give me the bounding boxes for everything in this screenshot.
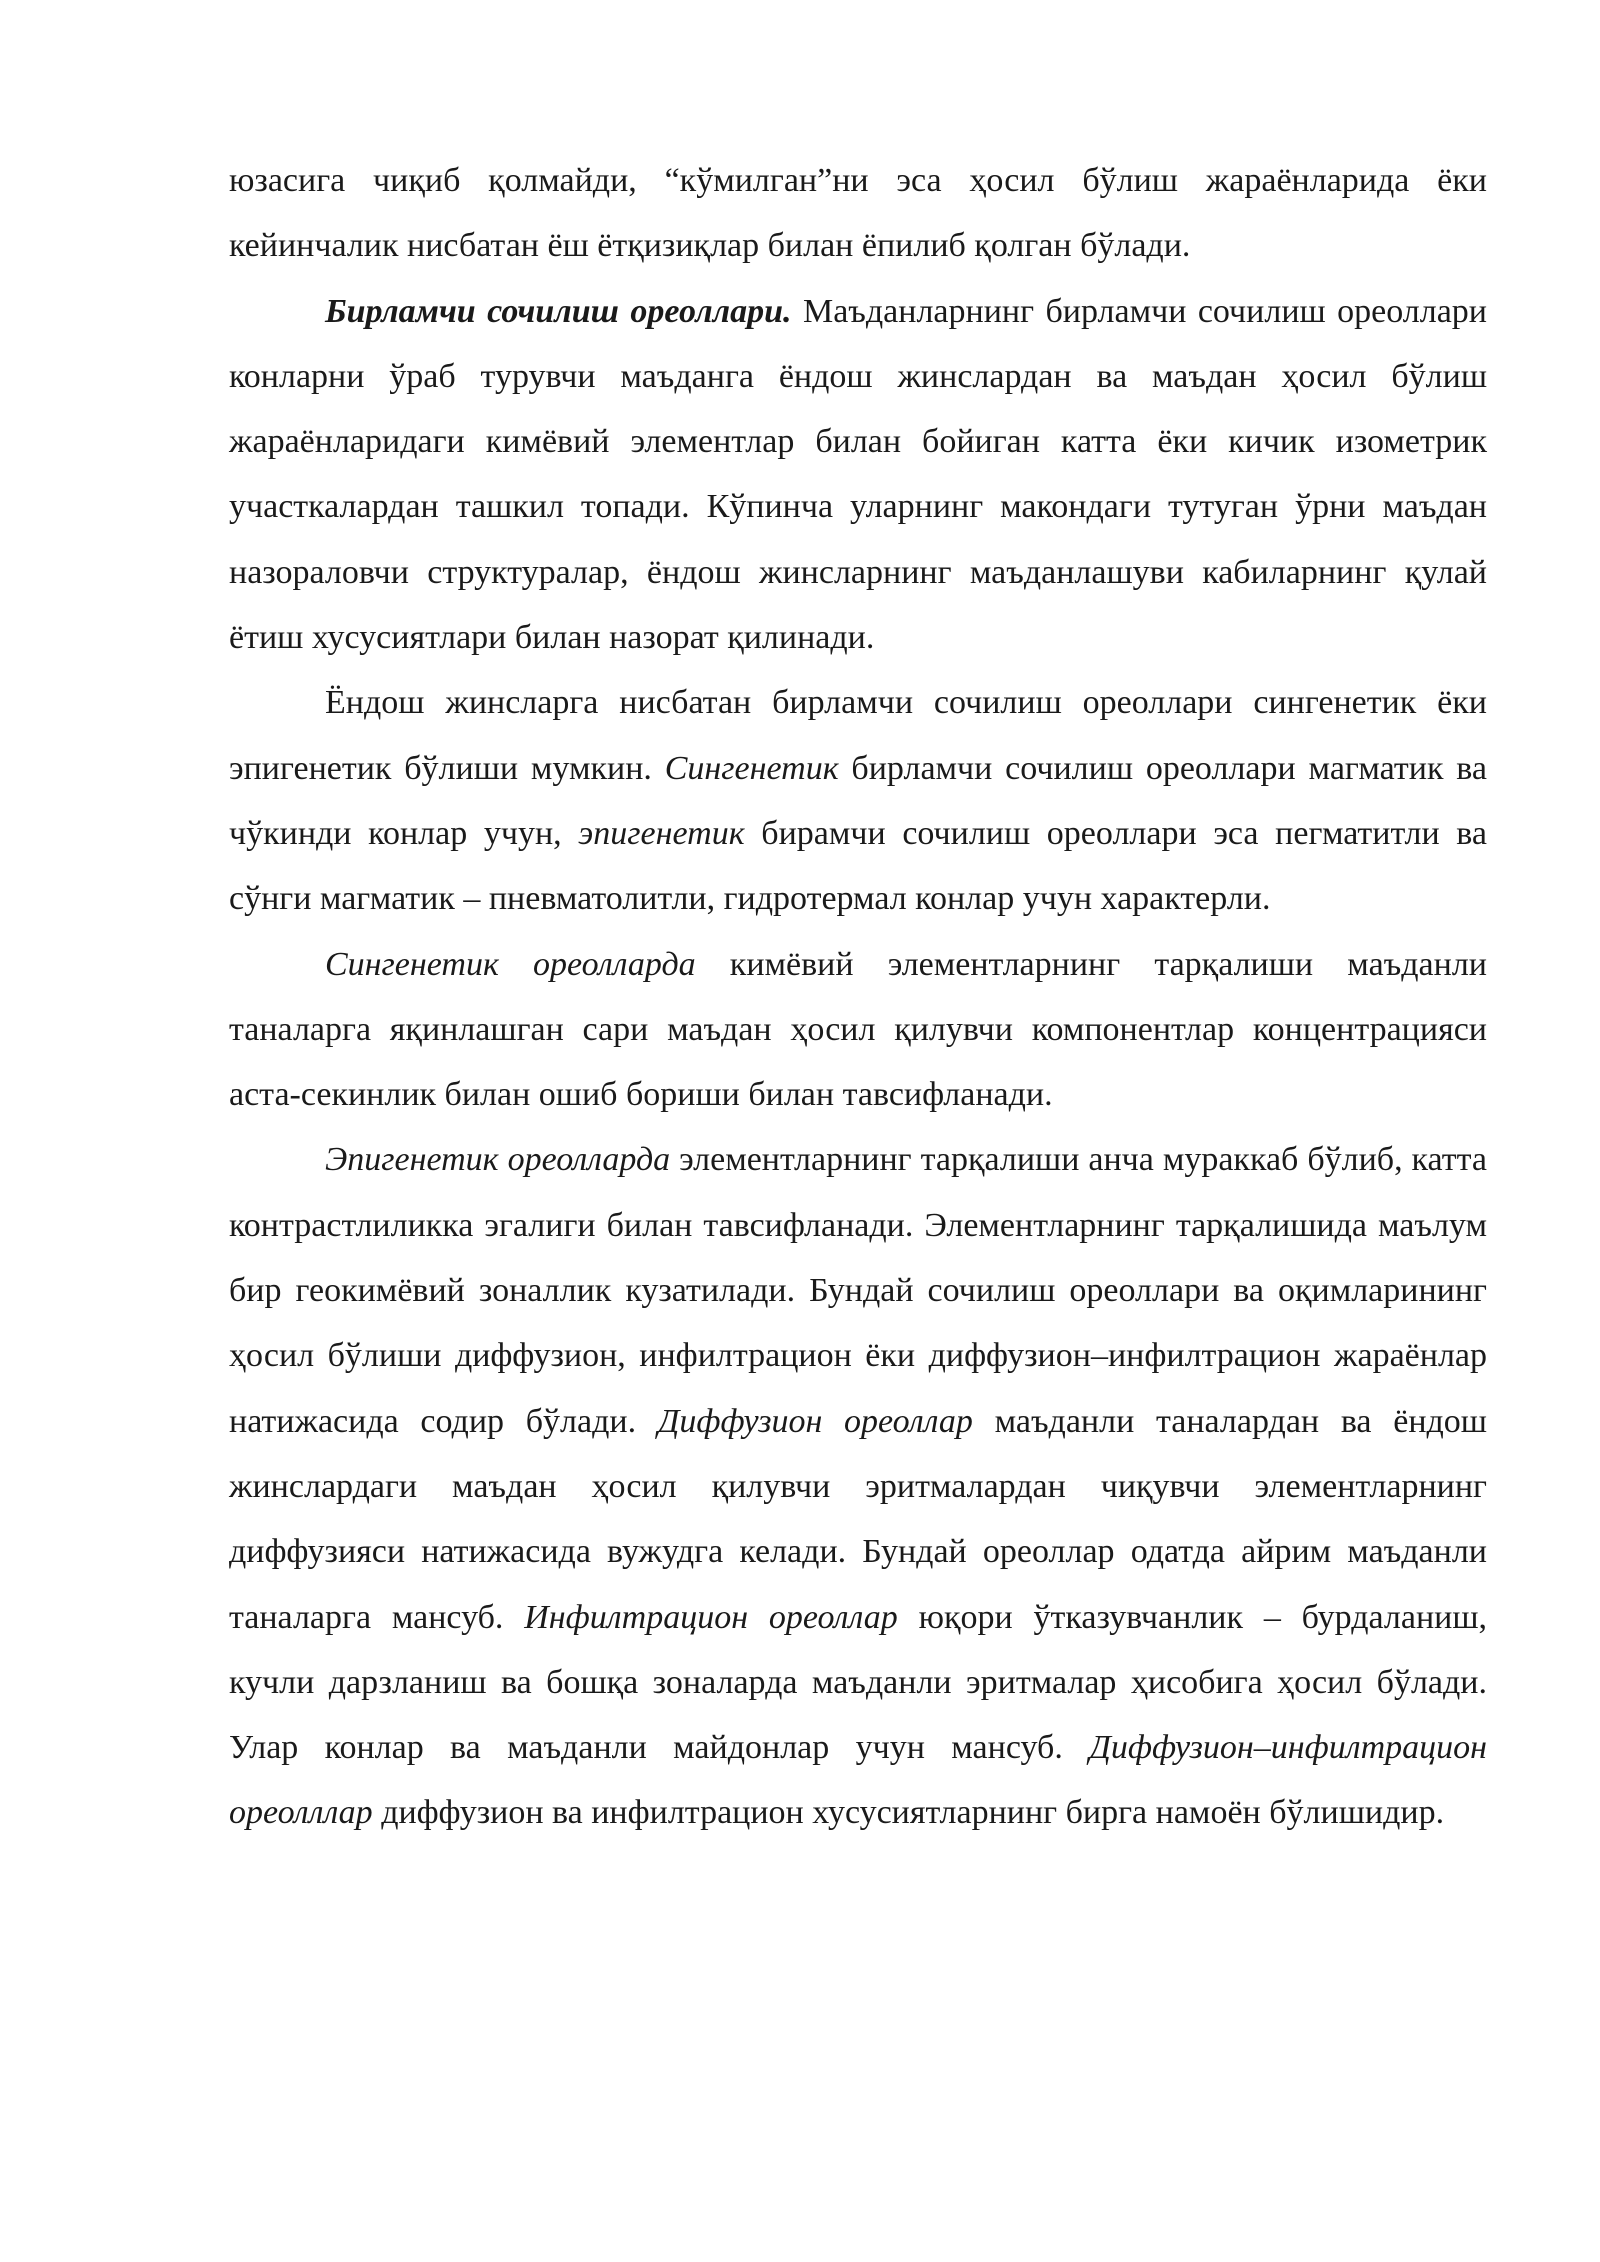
paragraph-text: элементларнинг тарқалиши анча мураккаб бўлиб, катта контрастлиликка эгалиги билан тавсифланади. Элементларнинг тарқалишида маълум бир геокимёвий зоналлик кузатилади. Бундай сочилиш ореоллари ва оқимларининг ҳосил бўлиши диффузион, инфилтрацион ёки диффузион–инфилтрацион жараёнлар натижасида содир бўлади. [229,1141,1487,1440]
paragraph-text: Ёндош жинсларга нисбатан бирламчи сочилиш ореоллари сингенетик ёки эпигенетик бўлиши мумкин. [229,684,1487,787]
paragraph [229,932,1487,1128]
paragraph-text: бирламчи сочилиш ореоллари магматик ва чўкинди конлар учун, [229,749,1487,852]
italic-term: Инфилтрацион ореоллар [524,1598,898,1636]
italic-term: Сингенетик ореолларда [325,945,696,983]
paragraph [229,1127,1487,1845]
paragraph-text: маъданли таналардан ва ёндош жинслардаги маъдан ҳосил қилувчи эритмалардан чиқувчи элементларнинг диффузияси натижасида вужудга келади. Бундай ореоллар одатда айрим маъданли таналарга мансуб. [229,1402,1487,1636]
italic-term: Диффузион ореоллар [657,1402,973,1440]
paragraph-text: бирамчи сочилиш ореоллари эса пегматитли ва сўнги магматик – пневматолитли, гидротермал конлар учун характерли. [229,814,1488,918]
italic-term: Сингенетик [664,749,839,787]
paragraph-text: Маъданларнинг бирламчи сочилиш ореоллари конларни ўраб турувчи маъданга ёндош жинслардан ва маъдан ҳосил бўлиш жараёнларидаги кимёвий элементлар билан бойиган катта ёки кичик изометрик участкалардан ташкил топади. Кўпинча уларнинг макондаги тутуган ўрни маъдан назораловчи структуралар, ёндош жинсларнинг маъданлашуви кабиларнинг қулай ётиш хусусиятлари билан назорат қилинади. [229,292,1487,657]
section-heading: Бирламчи сочилиш ореоллари. [325,292,792,330]
italic-term: Эпигенетик ореолларда [325,1141,671,1179]
body-text [229,148,1487,1846]
paragraph-text: кимёвий элементларнинг тарқалиши маъданли таналарга яқинлашган сари маъдан ҳосил қилувчи компонентлар концентрацияси аста-секинлик билан ошиб бориши билан тавсифланади. [229,945,1487,1114]
italic-term: Диффузион–инфилтрацион ореолллар [229,1729,1487,1832]
paragraph-text: юзасига чиқиб қолмайди, “кўмилган”ни эса ҳосил бўлиш жараёнларида ёки кейинчалик нисбатан ёш ётқизиқлар билан ёпилиб қолган бўлади. [229,162,1487,265]
paragraph [229,148,1487,279]
paragraph [229,670,1487,931]
paragraph [229,279,1487,671]
italic-term: эпигенетик [578,814,745,852]
paragraph-text: диффузион ва инфилтрацион хусусиятларнинг бирга намоён бўлишидир. [372,1794,1445,1832]
paragraph-text: юқори ўтказувчанлик – бурдаланиш, кучли дарзланиш ва бошқа зоналарда маъданли эритмалар ҳисобига ҳосил бўлади. Улар конлар ва маъданли майдонлар учун мансуб. [229,1598,1488,1767]
